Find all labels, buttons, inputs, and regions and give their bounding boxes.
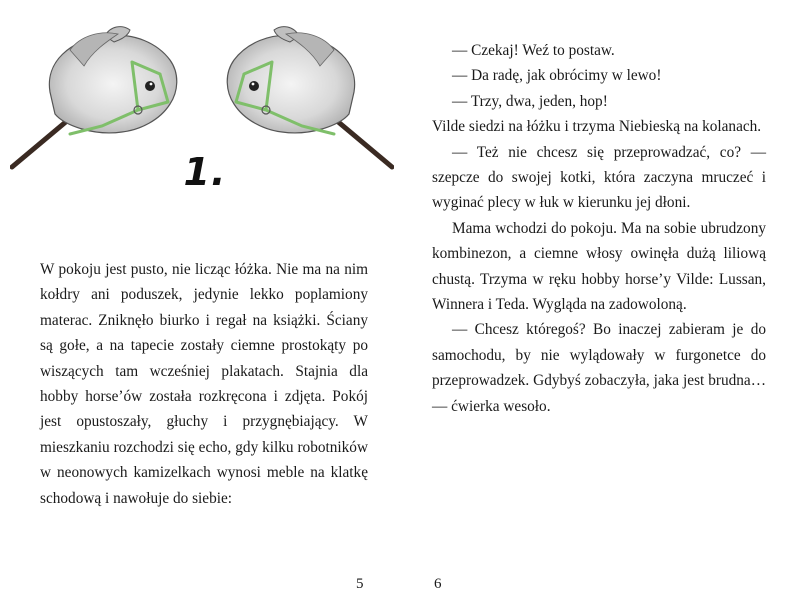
page-number: 6 (434, 576, 442, 592)
paragraph: Mama wchodzi do pokoju. Ma na sobie ubrudzony kombinezon, a ciemne włosy owinęła dużą liliową chustą. Trzyma w ręku hobby horse’y Vilde: Lussan, Winnera i Teda. Wygląda na zadowoloną. (432, 219, 766, 314)
paragraph: — Też nie chcesz się przeprowadzać, co? — szepcze do swojej kotki, która zaczyna mruczeć i wyginać plecy w łuk w kierunku jej dłoni. (432, 143, 766, 212)
paragraph: W pokoju jest pusto, nie licząc łóżka. Nie ma na nim kołdry ani poduszek, jedynie lekko poplamiony materac. Zniknęło biurko i regał na książki. Ściany są gołe, a na tapecie zostały ciemne prostokąty po wiszących tam wcześniej plakatach. Stajnia dla hobby horse’ów została rozkręcona i zdjęta. Pokój jest opustoszały, głuchy i przygnębiający. W mieszkaniu rozchodzi się echo, gdy kilku robotników w neonowych kamizelkach wynosi meble na klatkę schodową i nawołuje do siebie: (40, 261, 368, 507)
left-page-text (40, 257, 368, 511)
paragraph: — Chcesz któregoś? Bo inaczej zabieram je do samochodu, by nie wylądowały w furgonetce do przeprowadzek. Gdybyś zobaczyła, jaka jest brudna… — ćwierka wesoło. (432, 321, 766, 415)
paragraph: — Czekaj! Weź to postaw. (452, 42, 615, 59)
left-hobby-horse (12, 27, 177, 167)
paragraph: Vilde siedzi na łóżku i trzyma Niebieską na kolanach. (432, 118, 762, 136)
right-hobby-horse (227, 27, 392, 167)
paragraph: — Da radę, jak obrócimy w lewo! (452, 67, 662, 85)
right-page-text (432, 38, 766, 419)
page-number: 5 (356, 576, 364, 592)
chapter-number: 1. (183, 150, 227, 194)
paragraph: — Trzy, dwa, jeden, hop! (452, 92, 608, 110)
